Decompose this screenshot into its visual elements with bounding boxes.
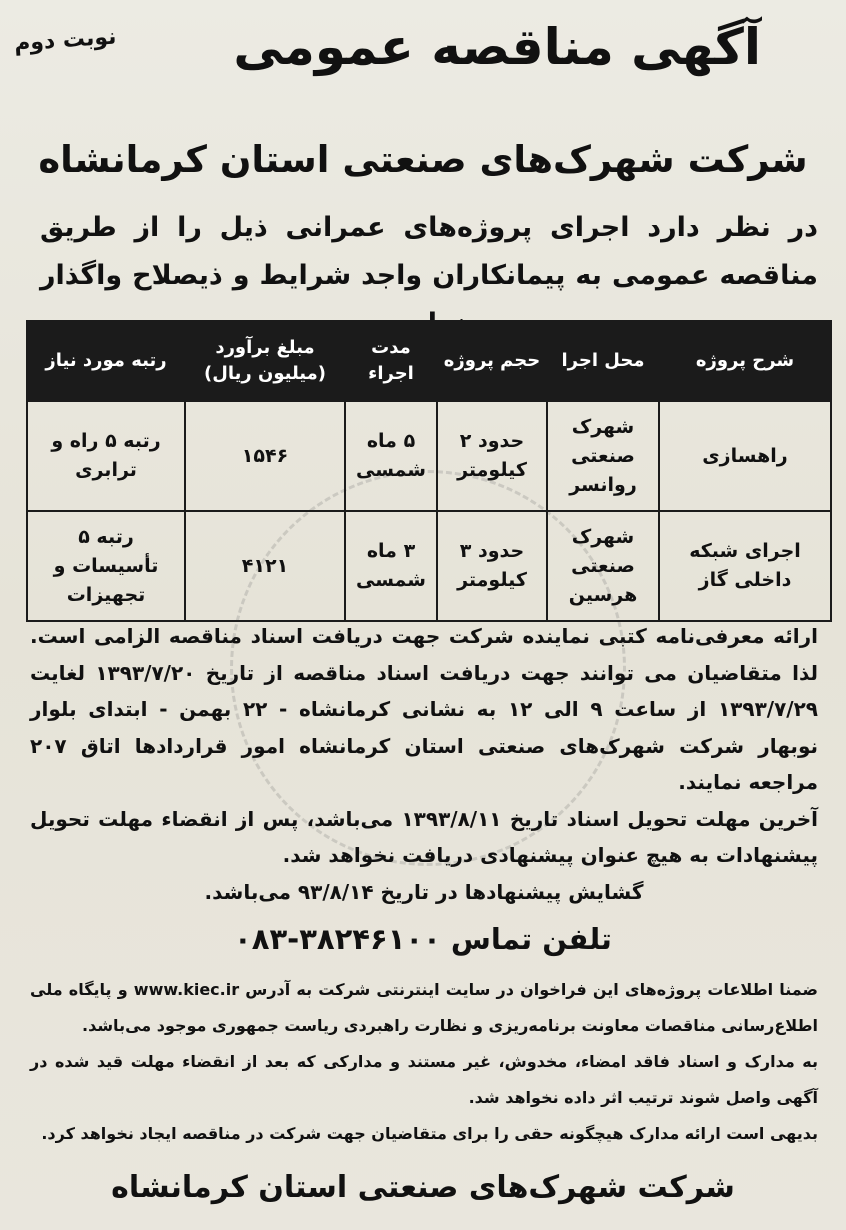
cell-description: اجرای شبکه داخلی گاز xyxy=(659,511,831,621)
footer-company: شرکت شهرک‌های صنعتی استان کرمانشاه xyxy=(111,1170,735,1205)
invalid-docs-note: به مدارک و اسناد فاقد امضاء، مخدوش، غیر مستند و مدارکی که بعد از انقضاء مهلت قید شده در آگهی واصل شوند ترتیب اثر داده نخواهد شد. xyxy=(30,1052,818,1107)
cell-grade: رتبه ۵ تأسیسات و تجهیزات xyxy=(27,511,185,621)
col-location: محل اجرا xyxy=(547,321,659,401)
no-rights-note: بدیهی است ارائه مدارک هیچگونه حقی را برای متقاضیان جهت شرکت در مناقصه ایجاد نخواهد کرد. xyxy=(41,1124,818,1143)
round-label: نوبت دوم xyxy=(13,24,118,57)
contact-phone: تلفن تماس ۳۸۲۴۶۱۰۰-۰۸۳ xyxy=(234,922,612,956)
col-grade: رتبه مورد نیاز xyxy=(27,321,185,401)
cell-location: شهرک صنعتی هرسین xyxy=(547,511,659,621)
cell-estimate: ۱۵۴۶ xyxy=(185,401,345,511)
opening-date: گشایش پیشنهادها در تاریخ ۹۳/۸/۱۴ می‌باشد. xyxy=(204,879,644,904)
cell-duration: ۵ ماه شمسی xyxy=(345,401,437,511)
intro-text: در نظر دارد اجرای پروژه‌های عمرانی ذیل را از طریق مناقصه عمومی به پیمانکاران واجد شرایط و ذیصلاح واگذار xyxy=(40,212,818,291)
col-volume: حجم پروژه xyxy=(437,321,547,401)
company-name: شرکت شهرک‌های صنعتی استان کرمانشاه xyxy=(38,138,808,181)
col-estimate: مبلغ برآورد (میلیون ریال) xyxy=(185,321,345,401)
cell-estimate: ۴۱۲۱ xyxy=(185,511,345,621)
projects-table xyxy=(26,320,832,622)
table-row xyxy=(27,401,831,511)
cell-duration: ۳ ماه شمسی xyxy=(345,511,437,621)
table-row xyxy=(27,511,831,621)
cell-volume: حدود ۲ کیلومتر xyxy=(437,401,547,511)
table-header-row xyxy=(27,321,831,401)
col-description: شرح پروژه xyxy=(659,321,831,401)
documents-paragraph: ارائه معرفی‌نامه کتبی نماینده شرکت جهت دریافت اسناد مناقصه الزامی است. لذا متقاضیان می توانند جهت دریافت اسناد مناقصه از تاریخ ۱۳۹۳/۷/۲۰ لغایت ۱۳۹۳/۷/۲۹ از ساعت ۹ الی ۱۲ به نشانی کرمانشاه - ۲۲ بهمن - ابتدای بلوار نوبهار شرکت شهرک‌های صنعتی استان کرمانشاه امور قراردادها اتاق ۲۰۷ مراجعه نمایند. xyxy=(30,624,819,794)
notes xyxy=(30,972,818,1152)
col-duration: مدت اجراء xyxy=(345,321,437,401)
cell-volume: حدود ۳ کیلومتر xyxy=(437,511,547,621)
cell-grade: رتبه ۵ راه و ترابری xyxy=(27,401,185,511)
cell-description: راهسازی xyxy=(659,401,831,511)
cell-location: شهرک صنعتی روانسر xyxy=(547,401,659,511)
tender-details xyxy=(30,618,818,910)
website-note: ضمنا اطلاعات پروژه‌های این فراخوان در سایت اینترنتی شرکت به آدرس www.kiec.ir و پایگاه ملی اطلاع‌رسانی مناقصات معاونت برنامه‌ریزی و نظارت راهبردی ریاست جمهوری موجود می‌باشد. xyxy=(30,980,818,1035)
deadline-paragraph: آخرین مهلت تحویل اسناد تاریخ ۱۳۹۳/۸/۱۱ می‌باشد، پس از انقضاء مهلت تحویل پیشنهادات به هیچ عنوان پیشنهادی دریافت نخواهد شد. xyxy=(30,806,818,867)
ad-title: آگهی مناقصه عمومی xyxy=(233,18,761,76)
